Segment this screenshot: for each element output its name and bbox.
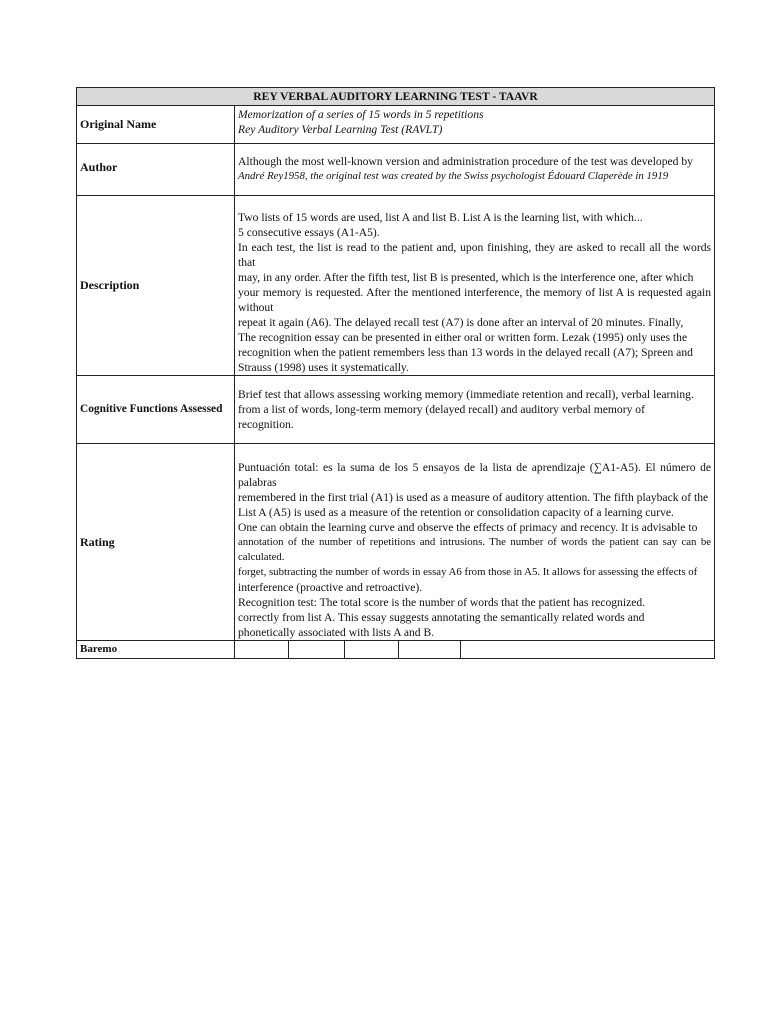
original-name-line: Rey Auditory Verbal Learning Test (RAVLT) — [238, 123, 443, 136]
description-line: repeat it again (A6). The delayed recall test (A7) is done after an interval of 20 minutes. Finally, — [238, 316, 684, 329]
rating-line: Puntuación total: es la suma de los 5 ensayos de la lista de aprendizaje (∑A1-A5). El número de palabras — [238, 461, 712, 489]
author-line: André Rey1958, the original test was created by the Swiss psychologist Édouard Claperède in 1919 — [238, 170, 669, 182]
cognitive-functions-label: Cognitive Functions Assessed — [77, 376, 235, 444]
original-name-content — [235, 106, 715, 144]
baremo-cells — [235, 641, 715, 659]
rating-line: interference (proactive and retroactive). — [238, 581, 423, 594]
description-line: The recognition essay can be presented in either oral or written form. Lezak (1995) only uses the — [238, 331, 688, 344]
rating-line: phonetically associated with lists A and B. — [238, 626, 435, 639]
rating-line: remembered in the first trial (A1) is used as a measure of auditory attention. The fifth playback of the — [238, 491, 709, 504]
baremo-label: Baremo — [77, 641, 235, 659]
description-line: In each test, the list is read to the patient and, upon finishing, they are asked to recall all the words that — [238, 241, 712, 269]
rating-line: Recognition test: The total score is the number of words that the patient has recognized. — [238, 596, 646, 609]
description-line: your memory is requested. After the mentioned interference, the memory of list A is requested again without — [238, 286, 712, 314]
table-title: REY VERBAL AUDITORY LEARNING TEST - TAAVR — [77, 88, 715, 106]
description-content — [235, 196, 715, 376]
baremo-cell — [398, 641, 460, 658]
row-baremo — [77, 641, 715, 659]
baremo-cell — [235, 641, 288, 658]
rating-line: annotation of the number of repetitions and intrusions. The number of words the patient can say can be calculated. — [238, 536, 712, 563]
row-cognitive-functions — [77, 376, 715, 444]
author-label: Author — [77, 144, 235, 196]
rating-label: Rating — [77, 444, 235, 641]
author-line: Although the most well-known version and administration procedure of the test was developed by — [238, 155, 693, 168]
baremo-cell — [288, 641, 344, 658]
description-line: recognition when the patient remembers less than 13 words in the delayed recall (A7); Spreen and — [238, 346, 693, 359]
row-description — [77, 196, 715, 376]
row-original-name — [77, 106, 715, 144]
author-content — [235, 144, 715, 196]
baremo-grid — [235, 641, 714, 658]
cognitive-line: from a list of words, long-term memory (delayed recall) and auditory verbal memory of — [238, 403, 645, 416]
description-line: Strauss (1998) uses it systematically. — [238, 361, 409, 374]
rating-line: List A (A5) is used as a measure of the retention or consolidation capacity of a learning curve. — [238, 506, 674, 519]
cognitive-functions-content — [235, 376, 715, 444]
cognitive-line: Brief test that allows assessing working memory (immediate retention and recall), verbal learning. — [238, 388, 694, 401]
rating-line: One can obtain the learning curve and observe the effects of primacy and recency. It is advisable to — [238, 521, 698, 534]
rey-test-table — [76, 87, 715, 659]
row-author — [77, 144, 715, 196]
rating-line: correctly from list A. This essay suggests annotating the semantically related words and — [238, 611, 645, 624]
row-rating — [77, 444, 715, 641]
description-line: Two lists of 15 words are used, list A and list B. List A is the learning list, with which... — [238, 211, 643, 224]
rating-content — [235, 444, 715, 641]
description-line: may, in any order. After the fifth test, list B is presented, which is the interference one, after which — [238, 271, 694, 284]
baremo-cell — [460, 641, 714, 658]
title-row — [77, 88, 715, 106]
original-name-label: Original Name — [77, 106, 235, 144]
description-line: 5 consecutive essays (A1-A5). — [238, 226, 380, 239]
baremo-cell — [344, 641, 398, 658]
description-label: Description — [77, 196, 235, 376]
cognitive-line: recognition. — [238, 418, 294, 431]
original-name-line: Memorization of a series of 15 words in 5 repetitions — [238, 108, 484, 121]
rating-line: forget, subtracting the number of words in essay A6 from those in A5. It allows for assessing the effects of — [238, 566, 698, 578]
